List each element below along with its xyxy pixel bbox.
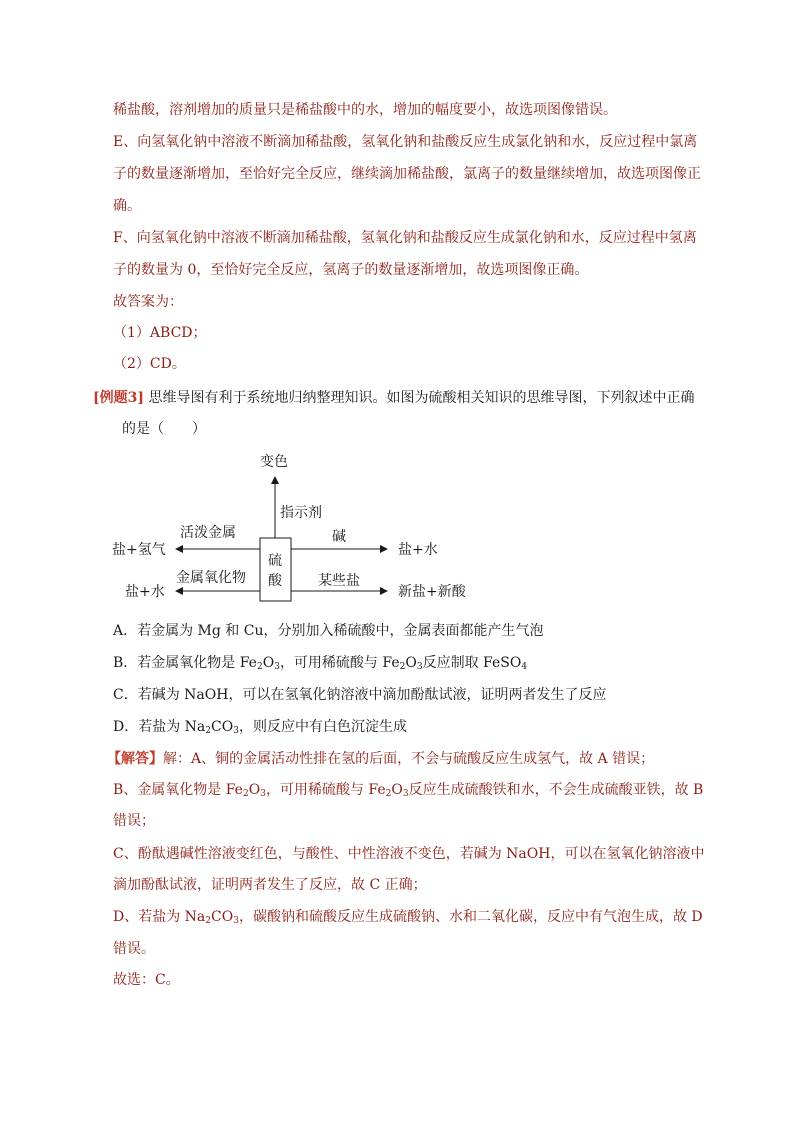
answer-line-d2: 错误。 — [113, 941, 155, 957]
example-stem-line-2: 的是（ ） — [122, 421, 206, 437]
top-result: 变色 — [260, 454, 288, 470]
example-tag: [例题3] — [93, 390, 144, 406]
right-bottom-result: 新盐+新酸 — [398, 584, 466, 600]
center-char-1: 硫 — [268, 553, 282, 569]
example-stem-line-1 — [93, 388, 694, 408]
left-top-label: 活泼金属 — [180, 525, 236, 541]
left-bottom-label: 金属氧化物 — [176, 570, 246, 586]
left-top-result: 盐+氢气 — [112, 542, 166, 558]
answer-line-b2: 错误； — [113, 813, 155, 829]
prev-answer-line-5: F、向氢氧化钠中溶液不断滴加稀盐酸，氢氧化钠和盐酸反应生成氯化钠和水，反应过程中氢离 — [113, 230, 697, 246]
right-top-label: 碱 — [332, 529, 346, 545]
answer-line-b: B、金属氧化物是 $Fe_2O_3$，可用稀硫酸与 $Fe_2O_3$反应生成硫酸铁和水，不会生成硫酸亚铁，故 B — [113, 782, 704, 799]
answer-line-d: D、若盐为 $Na_2CO_3$，碳酸钠和硫酸反应生成硫酸钠、水和二氧化碳，反应中有气泡生成，故 D — [113, 909, 703, 926]
center-char-2: 酸 — [268, 573, 282, 589]
prev-answer-line-1: 稀盐酸，溶剂增加的质量只是稀盐酸中的水，增加的幅度要小，故选项图像错误。 — [113, 102, 617, 118]
right-bottom-label: 某些盐 — [318, 573, 360, 589]
prev-answer-line-8: （1）ABCD； — [113, 325, 207, 341]
answer-tag: 【解答】 — [107, 751, 163, 767]
option-b: B．若金属氧化物是 $Fe_2O_3$，可用稀硫酸与 $Fe_2O_3$反应制取 FeSO$_4$ — [113, 655, 528, 672]
sulfuric-acid-mind-map — [100, 445, 500, 615]
example-stem-text: 思维导图有利于系统地归纳整理知识。如图为硫酸相关知识的思维导图，下列叙述中正确 — [148, 390, 695, 406]
center-box — [260, 538, 291, 601]
right-top-result: 盐+水 — [398, 542, 438, 558]
answer-line-c2: 滴加酚酞试液，证明两者发生了反应，故 C 正确； — [113, 877, 427, 893]
prev-answer-line-4: 确。 — [113, 198, 141, 214]
prev-answer-line-7: 故答案为： — [113, 294, 183, 310]
answer-line-a: 【解答】解：A、铜的金属活动性排在氢的后面，不会与硫酸反应生成氢气，故 A 错误； — [107, 751, 655, 767]
option-a: A．若金属为 Mg 和 Cu，分别加入稀硫酸中，金属表面都能产生气泡 — [113, 623, 544, 639]
prev-answer-line-6: 子的数量为 0，至恰好完全反应，氢离子的数量逐渐增加，故选项图像正确。 — [113, 262, 589, 278]
answer-line-c1: C、酚酞遇碱性溶液变红色，与酸性、中性溶液不变色，若碱为 NaOH，可以在氢氧化钠溶液中 — [113, 846, 705, 862]
top-label: 指示剂 — [280, 505, 322, 521]
prev-answer-line-9: （2）CD。 — [113, 356, 186, 372]
left-bottom-result: 盐+水 — [125, 584, 165, 600]
answer-final: 故选：C。 — [113, 972, 180, 988]
option-c: C．若碱为 NaOH，可以在氢氧化钠溶液中滴加酚酞试液，证明两者发生了反应 — [113, 687, 607, 703]
prev-answer-line-2: E、向氢氧化钠中溶液不断滴加稀盐酸，氢氧化钠和盐酸反应生成氯化钠和水，反应过程中氯离 — [113, 134, 698, 150]
option-d: D．若盐为 $Na_2CO_3$，则反应中有白色沉淀生成 — [113, 719, 407, 736]
prev-answer-line-3: 子的数量逐渐增加，至恰好完全反应，继续滴加稀盐酸，氯离子的数量继续增加，故选项图像正 — [113, 166, 701, 182]
